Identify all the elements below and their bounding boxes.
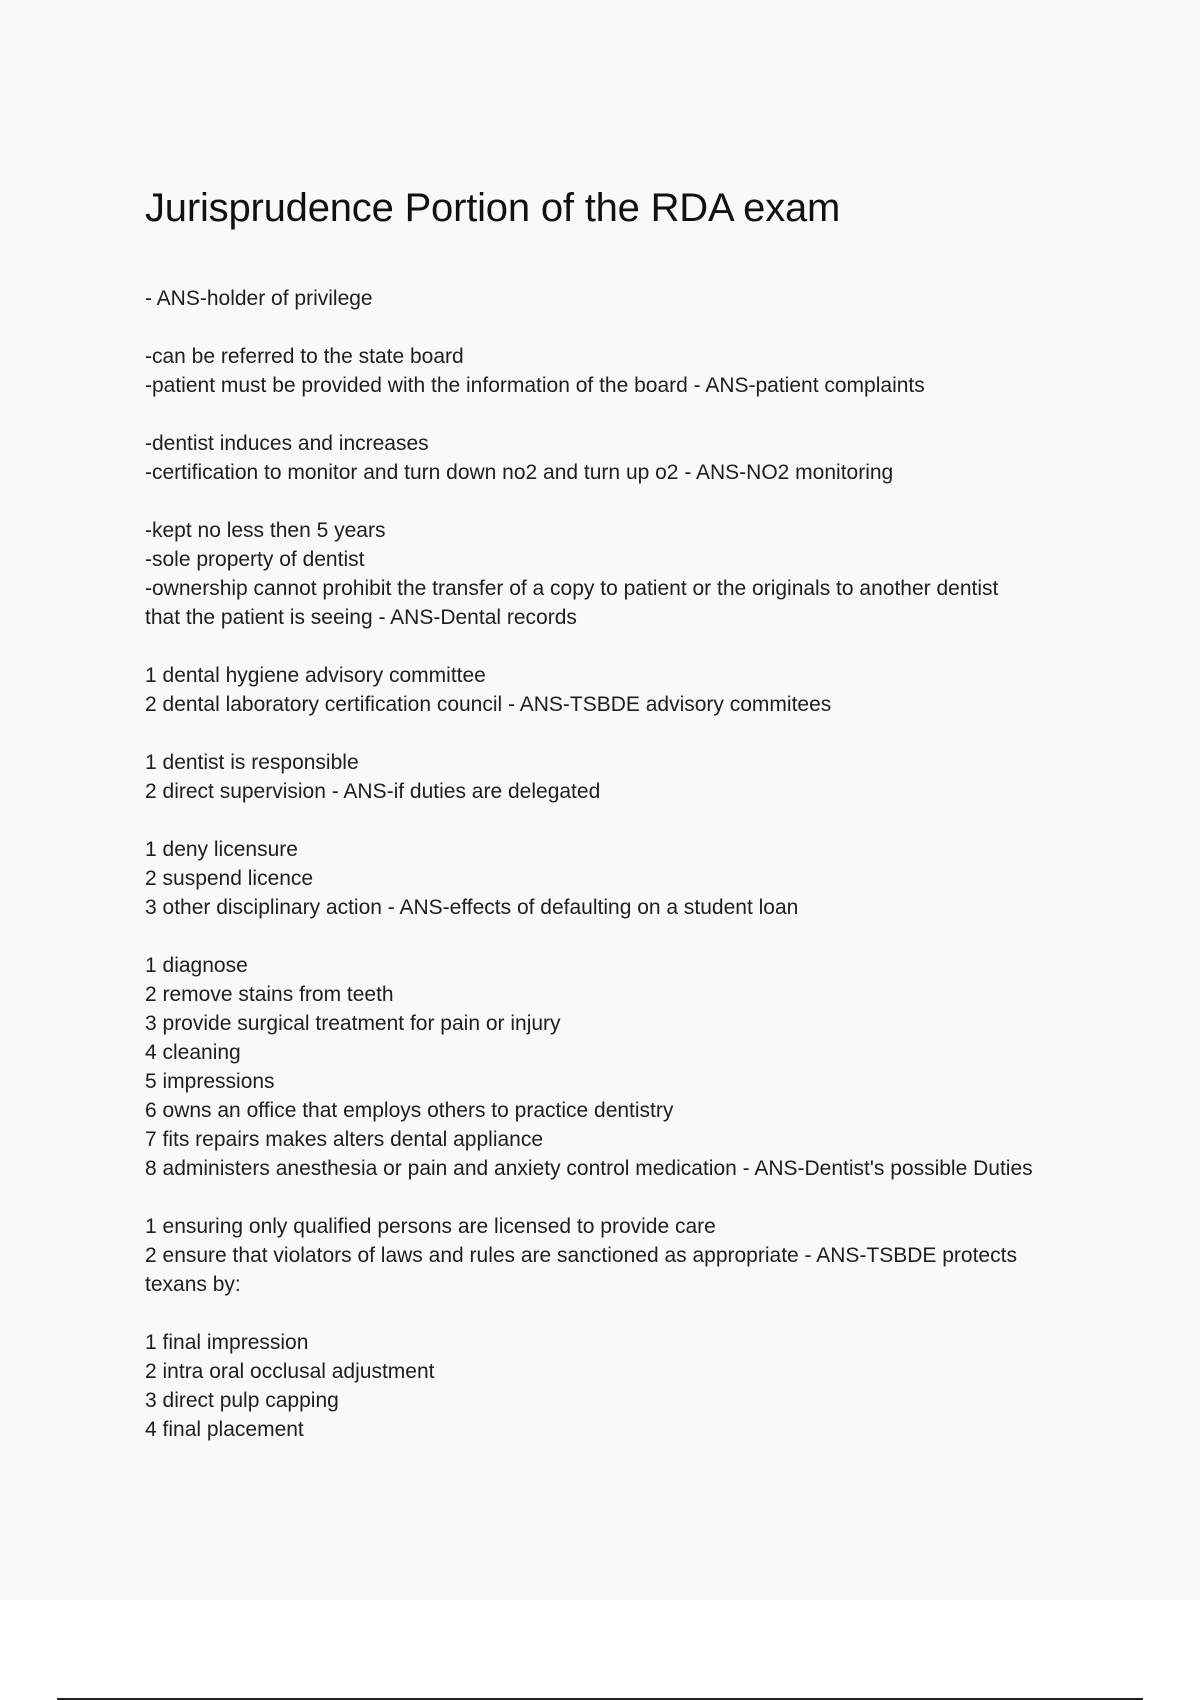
text-line: 2 ensure that violators of laws and rules are sanctioned as appropriate - ANS-TSBDE protects: [145, 1244, 1017, 1267]
text-line: 3 other disciplinary action - ANS-effects of defaulting on a student loan: [145, 896, 799, 919]
text-line: 5 impressions: [145, 1070, 275, 1093]
qa-block: [145, 748, 1105, 806]
text-line: 1 diagnose: [145, 954, 248, 977]
page-title: Jurisprudence Portion of the RDA exam: [145, 186, 841, 230]
text-line: -kept no less then 5 years: [145, 519, 386, 542]
text-line: that the patient is seeing - ANS-Dental records: [145, 606, 577, 629]
text-line: 1 final impression: [145, 1331, 309, 1354]
document-content: [145, 180, 1105, 1473]
text-line: 1 deny licensure: [145, 838, 298, 861]
text-line: 1 ensuring only qualified persons are licensed to provide care: [145, 1215, 716, 1238]
qa-block: [145, 429, 1105, 487]
text-line: 2 remove stains from teeth: [145, 983, 394, 1006]
text-line: -ownership cannot prohibit the transfer of a copy to patient or the originals to another dentist: [145, 577, 999, 600]
qa-block: [145, 516, 1105, 632]
text-line: 3 provide surgical treatment for pain or injury: [145, 1012, 561, 1035]
text-line: -patient must be provided with the information of the board - ANS-patient complaints: [145, 374, 925, 397]
qa-block: [145, 342, 1105, 400]
qa-block: [145, 835, 1105, 922]
text-line: -dentist induces and increases: [145, 432, 429, 455]
text-line: 2 direct supervision - ANS-if duties are delegated: [145, 780, 601, 803]
text-line: 4 final placement: [145, 1418, 304, 1441]
text-line: 7 fits repairs makes alters dental appliance: [145, 1128, 544, 1151]
qa-block: [145, 661, 1105, 719]
text-line: texans by:: [145, 1273, 241, 1296]
text-line: 2 suspend licence: [145, 867, 314, 890]
text-line: 2 intra oral occlusal adjustment: [145, 1360, 435, 1383]
qa-block: [145, 951, 1105, 1183]
text-line: 1 dental hygiene advisory committee: [145, 664, 486, 687]
text-line: 6 owns an office that employs others to practice dentistry: [145, 1099, 674, 1122]
qa-block: [145, 1212, 1105, 1299]
text-line: 1 dentist is responsible: [145, 751, 359, 774]
text-line: -can be referred to the state board: [145, 345, 464, 368]
qa-block: [145, 1328, 1105, 1444]
text-line: 3 direct pulp capping: [145, 1389, 339, 1412]
text-line: 4 cleaning: [145, 1041, 241, 1064]
text-line: 2 dental laboratory certification council - ANS-TSBDE advisory commitees: [145, 693, 832, 716]
text-line: -certification to monitor and turn down no2 and turn up o2 - ANS-NO2 monitoring: [145, 461, 894, 484]
text-line: -sole property of dentist: [145, 548, 365, 571]
qa-block: [145, 284, 1105, 313]
text-line: - ANS-holder of privilege: [145, 287, 373, 310]
text-line: 8 administers anesthesia or pain and anxiety control medication - ANS-Dentist's possible Duties: [145, 1157, 1033, 1180]
